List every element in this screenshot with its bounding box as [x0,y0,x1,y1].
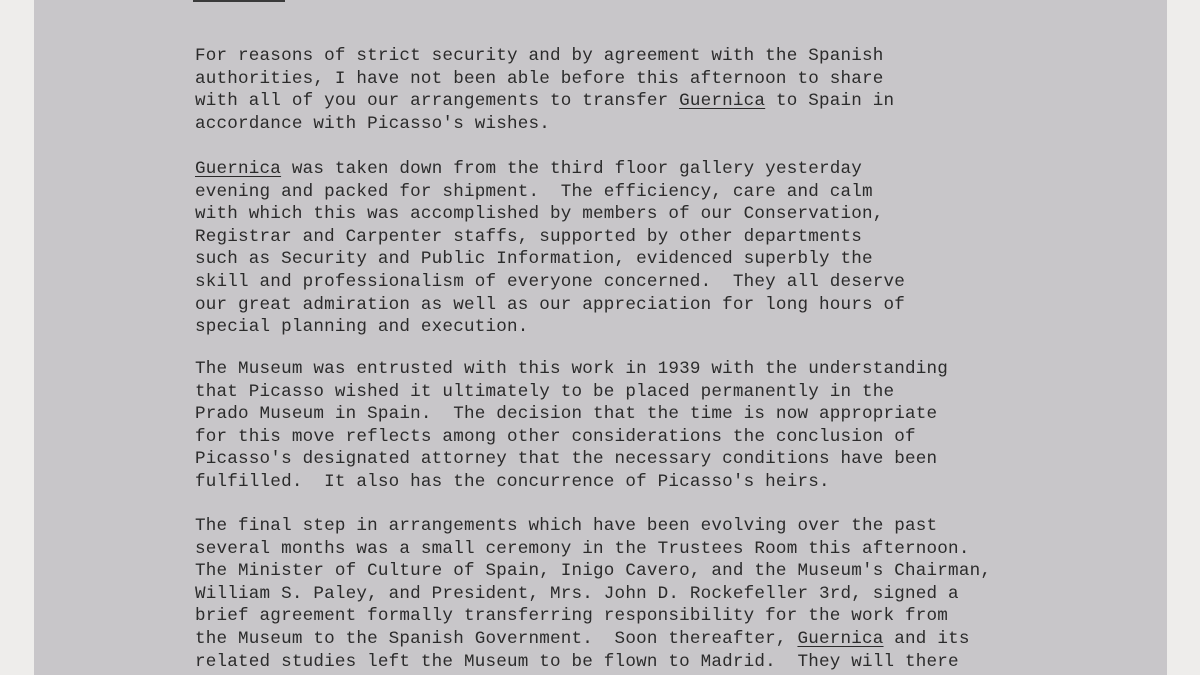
paragraph-3 [195,358,948,494]
text-line [195,90,894,113]
text-segment: for this move reflects among other considerations the conclusion of [195,426,916,447]
paragraph-1 [195,45,894,135]
text-segment: such as Security and Public Information, evidenced superbly the [195,249,873,270]
text-segment: Prado Museum in Spain. The decision that the time is now appropriate [195,404,938,425]
text-line [195,381,948,404]
text-segment: was taken down from the third floor gallery yesterday [281,159,863,179]
text-line [195,113,894,136]
text-line [195,203,905,226]
underlined-title: Guernica [195,159,282,179]
text-segment: authorities, I have not been able before this afternoon to share [195,68,884,89]
text-segment: that Picasso wished it ultimately to be placed permanently in the [195,381,895,402]
text-line [195,403,948,426]
text-segment: Registrar and Carpenter staffs, supported by other departments [195,226,862,247]
paragraph-4 [195,515,991,673]
text-line [195,271,905,294]
text-segment: our great admiration as well as our appreciation for long hours of [195,294,906,315]
text-segment: The Museum was entrusted with this work in 1939 with the understanding [195,359,949,379]
text-segment: and its [883,628,970,649]
text-segment: fulfilled. It also has the concurrence of Picasso's heirs. [195,471,830,492]
text-line [195,560,991,583]
text-segment: with all of you our arrangements to transfer [195,91,680,112]
text-line [195,515,991,538]
text-line [195,426,948,449]
text-line [195,248,905,271]
text-line [195,651,991,674]
text-line [195,316,905,339]
underlined-title: Guernica [679,91,766,112]
text-segment: brief agreement formally transferring responsibility for the work from [195,606,949,627]
text-segment: The final step in arrangements which have been evolving over the past [195,516,938,536]
text-line [195,45,894,68]
underlined-title: Guernica [797,628,884,649]
text-segment: special planning and execution. [195,317,529,338]
text-line [195,583,991,606]
text-segment: with which this was accomplished by members of our Conservation, [195,204,884,225]
document-page [34,0,1167,675]
text-segment: accordance with Picasso's wishes. [195,113,551,134]
text-line [195,68,894,91]
text-segment: For reasons of strict security and by agreement with the Spanish [195,46,884,66]
text-line [195,294,905,317]
text-line [195,605,991,628]
text-line [195,158,905,181]
text-segment: related studies left the Museum to be flown to Madrid. They will there [195,651,959,672]
text-segment: Picasso's designated attorney that the necessary conditions have been [195,449,938,470]
text-segment: the Museum to the Spanish Government. Soon thereafter, [195,628,798,649]
text-segment: skill and professionalism of everyone concerned. They all deserve [195,271,906,292]
text-line [195,471,948,494]
text-line [195,538,991,561]
text-segment: several months was a small ceremony in the Trustees Room this afternoon. [195,538,970,559]
paragraph-2 [195,158,905,339]
text-line [195,226,905,249]
text-segment: William S. Paley, and President, Mrs. John D. Rockefeller 3rd, signed a [195,583,959,604]
text-line [195,628,991,651]
text-segment: The Minister of Culture of Spain, Inigo Cavero, and the Museum's Chairman, [195,561,992,582]
text-line [195,358,948,381]
text-segment: evening and packed for shipment. The efficiency, care and calm [195,181,873,202]
top-underline-rule [193,0,285,2]
text-segment: to Spain in [765,91,895,112]
text-line [195,181,905,204]
text-line [195,448,948,471]
